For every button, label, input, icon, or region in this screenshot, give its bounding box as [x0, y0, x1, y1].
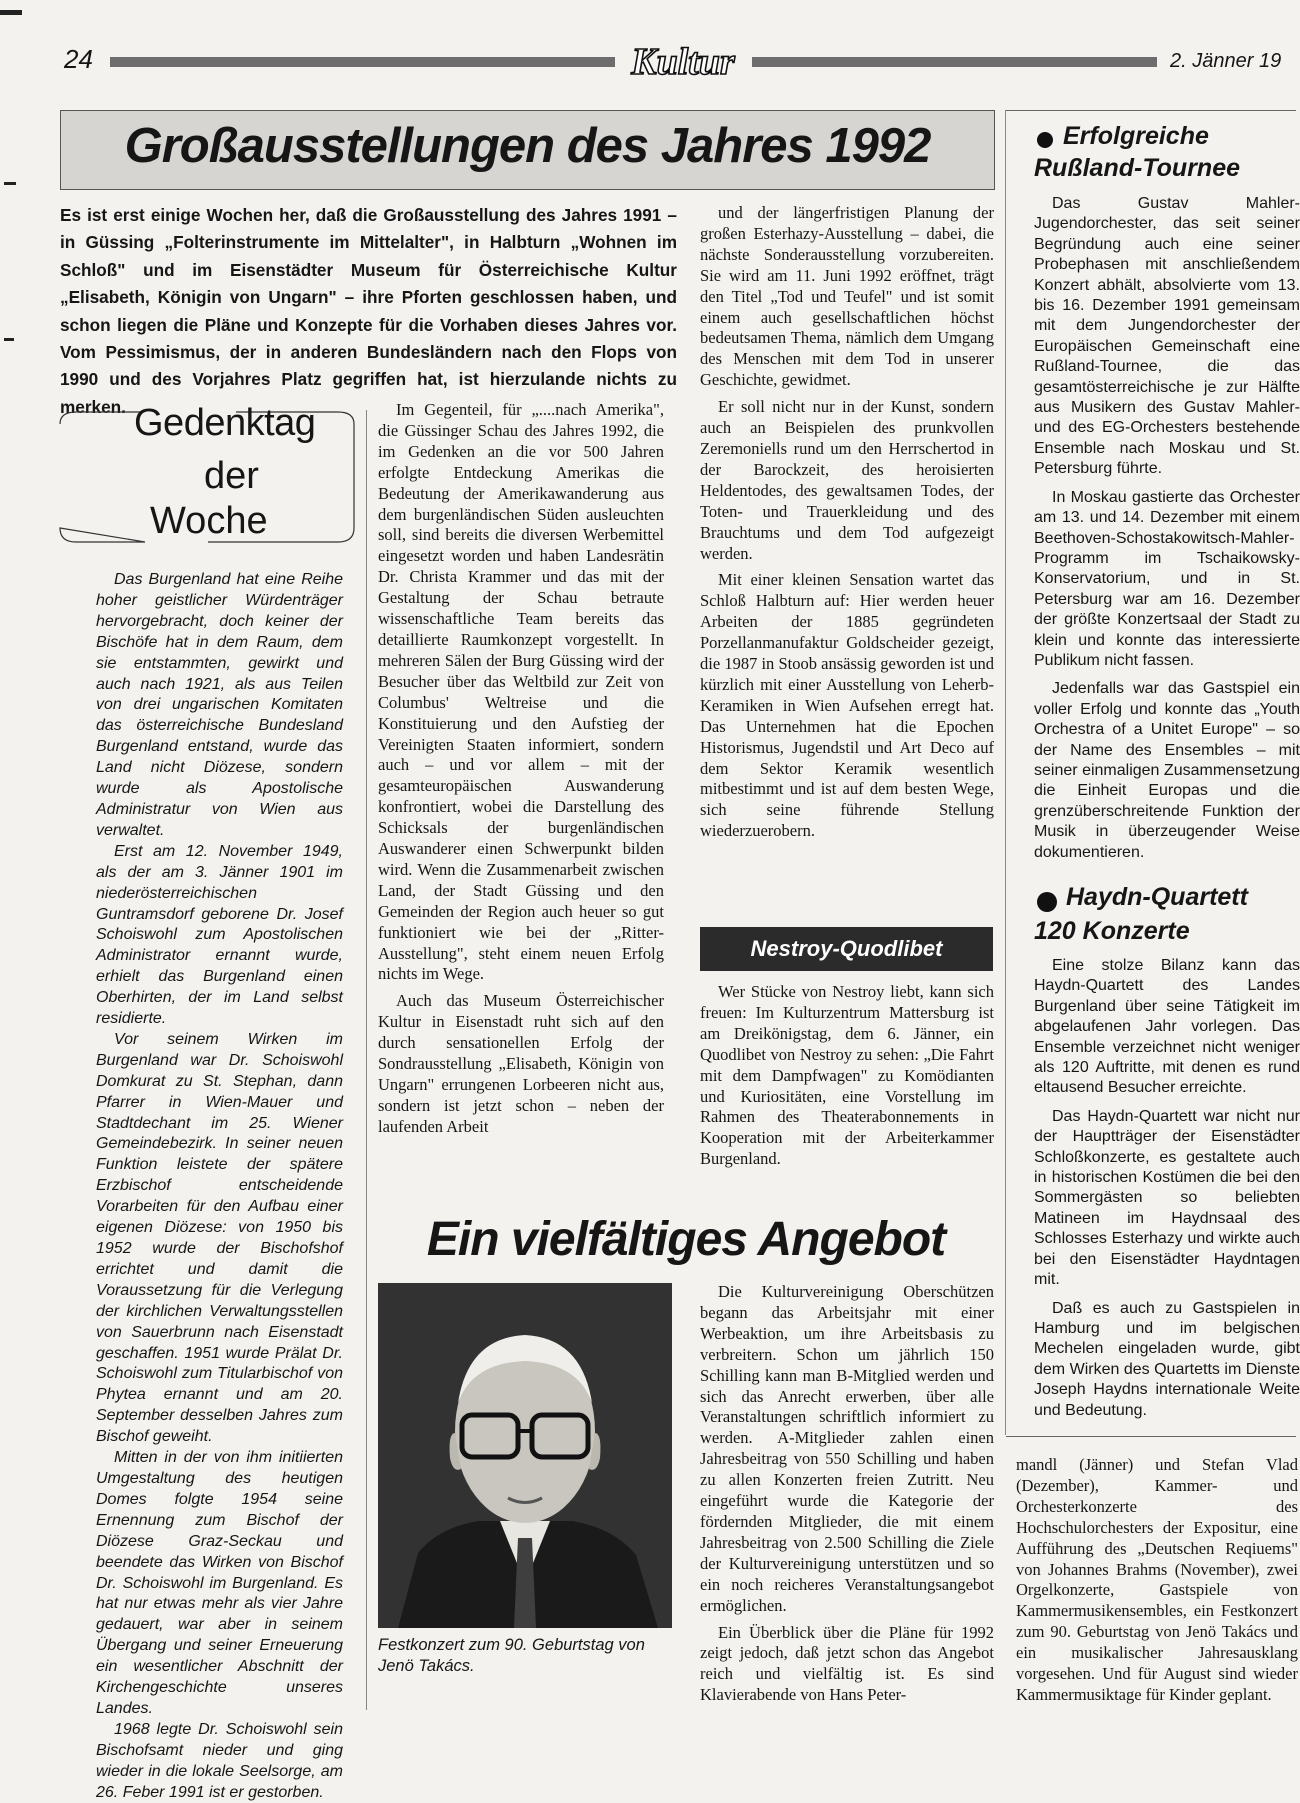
bullet-icon: [1037, 132, 1053, 148]
angebot-continuation: [1016, 1455, 1298, 1720]
gedenktag-paragraph: 1968 legte Dr. Schoiswohl sein Bischofsamt nieder und ging wieder in die lokale Seelsorge, am 26. Feber 1991 ist er gestorben.: [96, 1720, 343, 1801]
tournee-title: Rußland-Tournee: [1034, 154, 1241, 182]
bullet-icon: [1037, 892, 1057, 912]
gedenktag-title: Woche: [150, 500, 268, 542]
page-number: 24: [64, 44, 93, 74]
haydn-title: Haydn-Quartett: [1066, 883, 1248, 911]
angebot-headline: Ein vielfältiges Angebot: [426, 1213, 946, 1266]
angebot-continuation-text: mandl (Jänner) und Stefan Vlad (Dezember), Kammer- und Orchesterkonzerte des Hochschulorchesters der Expositur, eine Aufführung des „Deutschen Reqiuems" von Johannes Brahms (November), zwei Orgelkonzerte, Gastspiele von Kammermusikensembles, ein Festkonzert zum 90. Geburtstag von Jenö Takács und ein musikalischer Jahresausklang vorgesehen. Und für August sind wieder Kammermusiktage für Kinder geplant.: [1016, 1455, 1298, 1704]
header-rule: [110, 57, 615, 67]
column-rule: [366, 410, 367, 1710]
article-column-3: [700, 203, 994, 909]
haydn-paragraph: Daß es auch zu Gastspielen in Hamburg und im belgischen Mechelen eingeladen wurde, gibt dem Wirken des Quartetts im Dienste Joseph Haydns internationale Weite und Bedeutung.: [1034, 1299, 1300, 1419]
article-paragraph: Im Gegenteil, für „....nach Amerika", die Güssinger Schau des Jahres 1992, die im Gedenken an die vor 500 Jahren erfolgte Entdeckung Amerikas die Bedeutung der Amerikawanderung aus dem burgenländischen Süden ausleuchten soll, sind bereits die diversen Werbemittel eingesetzt worden und haben Landesrätin Dr. Christa Krammer und das mit der Gestaltung der Schau betraute wissenschaftliche Team bereits das detaillierte Raumkonzept vorgestellt. In mehreren Sälen der Burg Güssing wird der Besucher über das Weltbild zur Zeit von Columbus' Weltreise und die Konstituierung und den Aufstieg der Vereinigten Staaten informiert, sondern auch – und vor allem – mit der gesamteuropäischen Auswanderung konfrontiert, wobei die Darstellung des Schicksals der burgenländischen Auswanderer einen Schwerpunkt bilden wird. Wenn die Zusammenarbeit zwischen Land, der Stadt Güssing und den Gemeinden der Region auch heuer so gut funktioniert wie bei der „Ritter-Ausstellung", steht einem neuen Erfolg nichts im Wege.: [378, 400, 664, 984]
photo-caption: Festkonzert zum 90. Geburtstag von Jenö Takács.: [378, 1636, 645, 1675]
margin-mark: [4, 338, 14, 341]
main-headline: Großausstellungen des Jahres 1992: [124, 119, 931, 173]
haydn-paragraph: Das Haydn-Quartett war nicht nur der Hauptträger der Eisenstädter Schloßkonzerte, es gestaltete auch in historischen Kostümen die bei den Sommergästen so beliebten Matineen im Haydnsaal des Schlosses Esterhazy und wirkte auch bei den Eisenstädter Haydntagen mit.: [1034, 1107, 1300, 1289]
nestroy-paragraph: Wer Stücke von Nestroy liebt, kann sich freuen: Im Kulturzentrum Mattersburg ist am Dreikönigstag, dem 6. Jänner, ein Quodlibet von Nestroy zu sehen: „Die Fahrt mit dem Dampfwagen" zu Komödianten und Kuriositäten, eine Vorstellung im Rahmen des Theaterabonnements in Kooperation mit der Arbeiterkammer Burgenland.: [700, 982, 994, 1169]
gedenktag-paragraph: Vor seinem Wirken im Burgenland war Dr. Schoiswohl Domkurat zu St. Stephan, dann Pfarrer in Wien-Mauer und Stadtdechant im 25. Wiener Gemeindebezirk. In seiner neuen Funktion leistete der spätere Erzbischof entscheidende Vorarbeiten für den Aufbau einer eigenen Diözese: von 1950 bis 1952 wurde der Bischofshof errichtet und damit die Voraussetzung für die Verlegung der kirchlichen Verwaltungsstellen von Sauerbrunn nach Eisenstadt geschaffen. 1951 wurde Prälat Dr. Schoiswohl zum Titularbischof von Phytea ernannt und am 20. September desselben Jahres zum Bischof geweiht.: [96, 1030, 343, 1446]
article-paragraph: Er soll nicht nur in der Kunst, sondern auch an Beispielen des prunkvollen Zeremoniells rund um den Herrschertod in der Barockzeit, des heroisierten Heldentodes, des gewaltsamen Todes, der Toten- und Trauerkleidung und des Brauchtums und dem Tod aufgezeigt werden.: [700, 397, 994, 563]
gedenktag-text: [96, 570, 343, 1801]
issue-date: 2. Jänner 19: [1170, 50, 1282, 72]
nestroy-text: [700, 982, 994, 1198]
tournee-title: Erfolgreiche: [1063, 122, 1209, 150]
tournee-paragraph: Jedenfalls war das Gastspiel ein voller Erfolg und konnte das „Youth Orchestra of a Unitet Europe" – so der Name des Ensembles – mit seiner einmaligen Zusammensetzung die Einheit Europas und die grenzüberschreitende Funktion der Musik in überzeugender Weise dokumentieren.: [1034, 680, 1300, 861]
angebot-paragraph: Ein Überblick über die Pläne für 1992 zeigt jedoch, daß jetzt schon das Angebot reich und vielfältig ist. Es sind Klavierabende von Hans Peter-: [700, 1622, 994, 1705]
gedenktag-paragraph: Erst am 12. November 1949, als der am 3. Jänner 1901 im niederösterreichischen Guntramsdorf geborene Dr. Josef Schoiswohl zum Apostolischen Administrator ernannt wurde, erhielt das Burgenland einen Oberhirten, der im Land selbst residierte.: [96, 842, 343, 1028]
article-paragraph: Auch das Museum Österreichischer Kultur in Eisenstadt ruht sich auf den durch sensationellen Erfolg der Sondrausstellung „Elisabeth, Königin von Ungarn" errungenen Lorbeeren nicht aus, sondern ist jetzt schon – neben der laufenden Arbeit: [378, 991, 664, 1136]
lead-paragraph: Es ist erst einige Wochen her, daß die Großausstellung des Jahres 1991 – in Güssing „Folterinstrumente im Mittelalter", in Halbturn „Wohnen im Schloß" und im Eisenstädter Museum für Österreichische Kultur „Elisabeth, Königin von Ungarn" – ihre Pforten geschlossen haben, und schon liegen die Pläne und Konzepte für die Vorhaben dieses Jahres vor. Vom Pessimismus, der in anderen Bundesländern nach den Flops von 1990 und des Vorjahres Platz gegriffen hat, ist hierzulande nichts zu merken.: [60, 205, 677, 417]
tournee-paragraph: In Moskau gastierte das Orchester am 13. und 14. Dezember mit einem Beethoven-Schostakowitsch-Mahler-Programm im Tschaikowsky-Konservatorium, und in St. Petersburg war am 16. Dezember der größte Konzertsaal der Stadt zu klein und konnte das interessierte Publikum nicht fassen.: [1034, 488, 1300, 669]
nestroy-title: Nestroy-Quodlibet: [750, 936, 943, 961]
haydn-title: 120 Konzerte: [1034, 917, 1190, 945]
gedenktag-paragraph: Das Burgenland hat eine Reihe hoher geistlicher Würdenträger hervorgebracht, doch keiner der Bischöfe hat in dem Raum, dem sie entstammten, gewirkt und auch nach 1921, als aus Teilen von drei ungarischen Komitaten das österreichische Bundesland Burgenland entstand, wurde das Land nicht Diözese, sondern wurde als Apostolische Administratur von Wien aus verwaltet.: [96, 571, 343, 839]
header-rule: [752, 57, 1157, 67]
section-title: Kultur: [631, 41, 735, 83]
angebot-paragraph: Die Kulturvereinigung Oberschützen begann das Arbeitsjahr mit einer Werbeaktion, um ihre Arbeitsbasis zu verbreitern. Schon um jährlich 150 Schilling kann man B-Mitglied werden und sich das Anrecht erwerben, über alle Veranstaltungen schriftlich informiert zu werden. A-Mitglieder zahlen einen Jahresbeitrag von 550 Schilling und haben zu allen Konzerten freien Zutritt. Neu eingeführt wurde die Kategorie der fördernden Mitglieder, die mit einem Jahresbeitrag von 2.500 Schilling die Ziele der Kulturvereinigung unterstützen und so ein noch reicheres Veranstaltungsangebot ermöglichen.: [700, 1282, 994, 1615]
margin-mark: [0, 10, 22, 15]
angebot-text: [700, 1282, 994, 1712]
tournee-paragraph: Das Gustav Mahler-Jugendorchester, das seit seiner Begründung auch eine seiner Probephasen mit anschließendem Konzert abhält, absolvierte vom 13. bis 16. Dezember 1991 gemeinsam mit dem Jungendorchester der Europäischen Gemeinschaft eine Rußland-Tournee, die das gesamtösterreichische je zur Hälfte aus Musikern des Gustav Mahler- und des EG-Orchesters bestehende Ensemble nach Moskau und St. Petersburg führte.: [1034, 195, 1300, 478]
gedenktag-paragraph: Mitten in der von ihm initiierten Umgestaltung des heutigen Domes folgte 1954 seine Ernennung zum Bischof der Diözese Graz-Seckau und beendete das Wirken von Bischof Dr. Schoiswohl im Burgenland. Es hat nur etwas mehr als vier Jahre gedauert, war aber in seinem Übergang und seiner Erneuerung ein wesentlicher Abschnitt der Kirchengeschichte unseres Landes.: [96, 1449, 343, 1717]
gedenktag-title: Gedenktag: [134, 402, 316, 444]
gedenktag-title: der: [204, 455, 259, 497]
portrait-photo: [378, 1283, 672, 1628]
article-paragraph: und der längerfristigen Planung der großen Esterhazy-Ausstellung – dabei, die nächste Sonderausstellung vorzubereiten. Sie wird am 11. Juni 1992 eröffnet, trägt den Titel „Tod und Teufel" und ist somit einem auch gesellschaftlichen höchst bedeutsamen Thema, nämlich dem Umgang des Menschen mit dem Tod in unserer Geschichte, gewidmet.: [700, 203, 994, 390]
margin-mark: [4, 182, 16, 185]
haydn-text: [1034, 956, 1300, 1426]
tournee-text: [1034, 194, 1300, 869]
haydn-paragraph: Eine stolze Bilanz kann das Haydn-Quartett des Landes Burgenland über seine Tätigkeit im abgelaufenen Jahr vorlegen. Das Ensemble verzeichnet nicht weniger als 120 Auftritte, mit denen es rund eltausend Besucher erreichte.: [1034, 957, 1300, 1097]
article-paragraph: Mit einer kleinen Sensation wartet das Schloß Halbturn auf: Hier werden heuer Arbeiten der 1885 gegründeten Porzellanmanufaktur Goldscheider gezeigt, die 1987 in Stoob ansässig geworden ist und kürzlich mit einer Ausstellung von Leherb-Keramiken in Wien Aufsehen erregt hat. Das Unternehmen hat die Epochen Historismus, Jugendstil und Art Deco auf dem Sektor Keramik wesentlich mitbestimmt und ist auf dem besten Wege, sich seine führende Stellung wiederzuerobern.: [700, 570, 994, 841]
article-column-2: [378, 400, 664, 1200]
